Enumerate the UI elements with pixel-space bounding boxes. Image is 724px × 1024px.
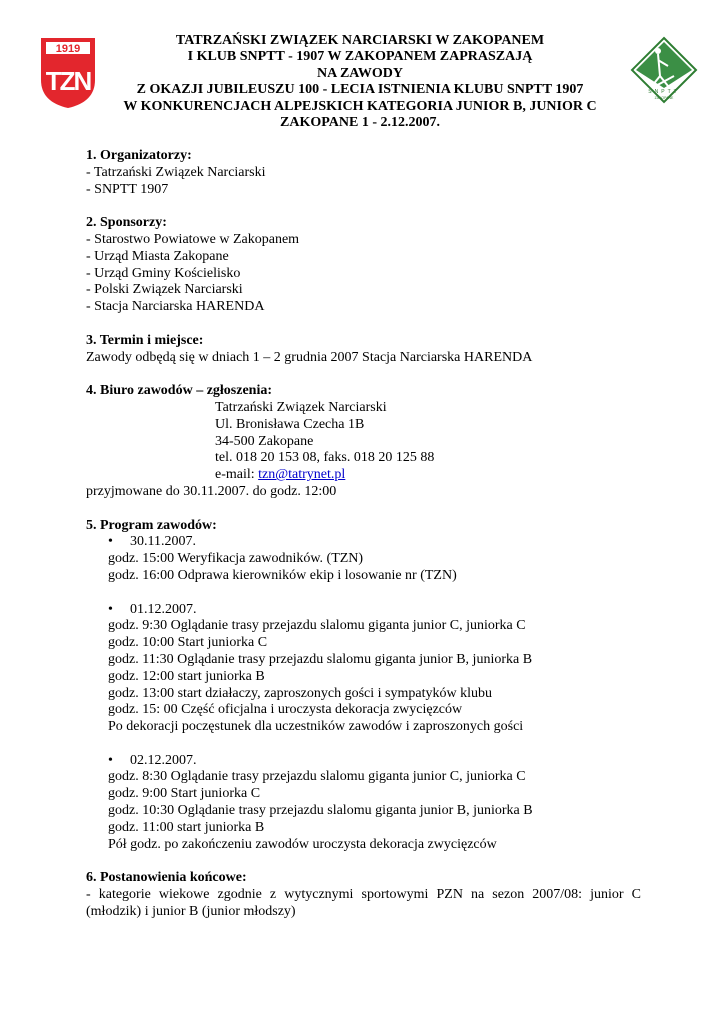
tzn-logo bbox=[38, 36, 98, 110]
email-label: e-mail: bbox=[215, 467, 259, 483]
snptt-logo bbox=[630, 36, 698, 104]
program-line: godz. 8:30 Oglądanie trasy przejazdu slalomu giganta junior C, juniorka C bbox=[108, 769, 526, 785]
sponsor-item: - Starostwo Powiatowe w Zakopanem bbox=[86, 231, 300, 247]
sponsor-item: - Urząd Miasta Zakopane bbox=[86, 248, 229, 264]
tzn-logo-year: 1919 bbox=[55, 43, 81, 55]
program-line: godz. 16:00 Odprawa kierowników ekip i losowanie nr (TZN) bbox=[108, 567, 457, 583]
final-provisions-text: - kategorie wiekowe zgodnie z wytycznymi sportowymi PZN na sezon 2007/08: junior C (młodzik) i junior B (junior młodszy) bbox=[86, 887, 641, 919]
program-day-date bbox=[86, 534, 641, 551]
program-line: godz. 9:00 Start juniorka C bbox=[108, 786, 261, 802]
document-body bbox=[86, 148, 641, 921]
header-line: TATRZAŃSKI ZWIĄZEK NARCIARSKI W ZAKOPANEM bbox=[175, 33, 545, 48]
bullet-icon: • bbox=[108, 601, 113, 617]
document-header bbox=[100, 33, 620, 131]
program-line: godz. 15:00 Weryfikacja zawodników. (TZN) bbox=[108, 551, 364, 567]
program-line: godz. 13:00 start działaczy, zaproszonych gości i sympatyków klubu bbox=[108, 685, 492, 701]
day-date: 30.11.2007. bbox=[130, 534, 196, 550]
section-title-program: 5. Program zawodów: bbox=[86, 517, 217, 533]
program-line: godz. 15: 00 Część oficjalna i uroczysta dekoracja zwycięzców bbox=[108, 702, 463, 718]
snptt-logo-text: SNPTT bbox=[648, 89, 680, 95]
organizer-item: - Tatrzański Związek Narciarski bbox=[86, 164, 266, 180]
program-line: godz. 12:00 start juniorka B bbox=[108, 668, 265, 684]
sponsor-item: - Stacja Narciarska HARENDA bbox=[86, 299, 265, 315]
office-email-line bbox=[86, 467, 641, 484]
day-date: 01.12.2007. bbox=[130, 601, 197, 617]
program-line: godz. 10:00 Start juniorka C bbox=[108, 635, 268, 651]
date-place-text: Zawody odbędą się w dniach 1 – 2 grudnia 2007 Stacja Narciarska HARENDA bbox=[86, 349, 533, 365]
day-date: 02.12.2007. bbox=[130, 752, 197, 768]
program-line: Pół godz. po zakończeniu zawodów uroczysta dekoracja zwycięzców bbox=[108, 836, 497, 852]
office-address-line: 34-500 Zakopane bbox=[215, 433, 314, 449]
header-line: ZAKOPANE 1 - 2.12.2007. bbox=[280, 115, 440, 131]
header-line: I KLUB SNPTT - 1907 W ZAKOPANEM ZAPRASZAJĄ bbox=[187, 49, 533, 65]
program-line: Po dekoracji poczęstunek dla uczestników zawodów i zaproszonych gości bbox=[108, 719, 524, 735]
header-line: NA ZAWODY bbox=[317, 65, 403, 81]
program-line: godz. 9:30 Oglądanie trasy przejazdu slalomu giganta junior C, juniorka C bbox=[108, 618, 526, 634]
bullet-icon: • bbox=[108, 752, 113, 768]
section-title-sponsors: 2. Sponsorzy: bbox=[86, 215, 167, 231]
snptt-logo-subtext: ZAKOPANE bbox=[654, 96, 674, 100]
header-line: Z OKAZJI JUBILEUSZU 100 - LECIA ISTNIENIA KLUBU SNPTT 1907 bbox=[136, 82, 584, 98]
section-title-final: 6. Postanowienia końcowe: bbox=[86, 870, 247, 886]
section-title-office: 4. Biuro zawodów – zgłoszenia: bbox=[86, 383, 273, 399]
sponsor-item: - Polski Związek Narciarski bbox=[86, 282, 243, 298]
email-link[interactable]: tzn@tatrynet.pl bbox=[258, 467, 346, 483]
section-title-organizers: 1. Organizatorzy: bbox=[86, 148, 192, 163]
header-line: W KONKURENCJACH ALPEJSKICH KATEGORIA JUNIOR B, JUNIOR C bbox=[123, 98, 597, 114]
program-line: godz. 10:30 Oglądanie trasy przejazdu slalomu giganta junior B, juniorka B bbox=[108, 803, 533, 819]
sponsor-item: - Urząd Gminy Kościelisko bbox=[86, 265, 241, 281]
section-title-date-place: 3. Termin i miejsce: bbox=[86, 332, 204, 348]
program-day-date bbox=[86, 602, 641, 619]
organizer-item: - SNPTT 1907 bbox=[86, 181, 169, 197]
program-day-date bbox=[86, 753, 641, 770]
bullet-icon: • bbox=[108, 534, 113, 550]
office-deadline: przyjmowane do 30.11.2007. do godz. 12:00 bbox=[86, 483, 337, 499]
office-address-line: Ul. Bronisława Czecha 1B bbox=[215, 416, 365, 432]
tzn-logo-letters: TZN bbox=[45, 66, 91, 96]
program-line: godz. 11:00 start juniorka B bbox=[108, 819, 265, 835]
office-address-line: Tatrzański Związek Narciarski bbox=[215, 399, 387, 415]
program-line: godz. 11:30 Oglądanie trasy przejazdu slalomu giganta junior B, juniorka B bbox=[108, 651, 533, 667]
office-address-line: tel. 018 20 153 08, faks. 018 20 125 88 bbox=[215, 450, 435, 466]
